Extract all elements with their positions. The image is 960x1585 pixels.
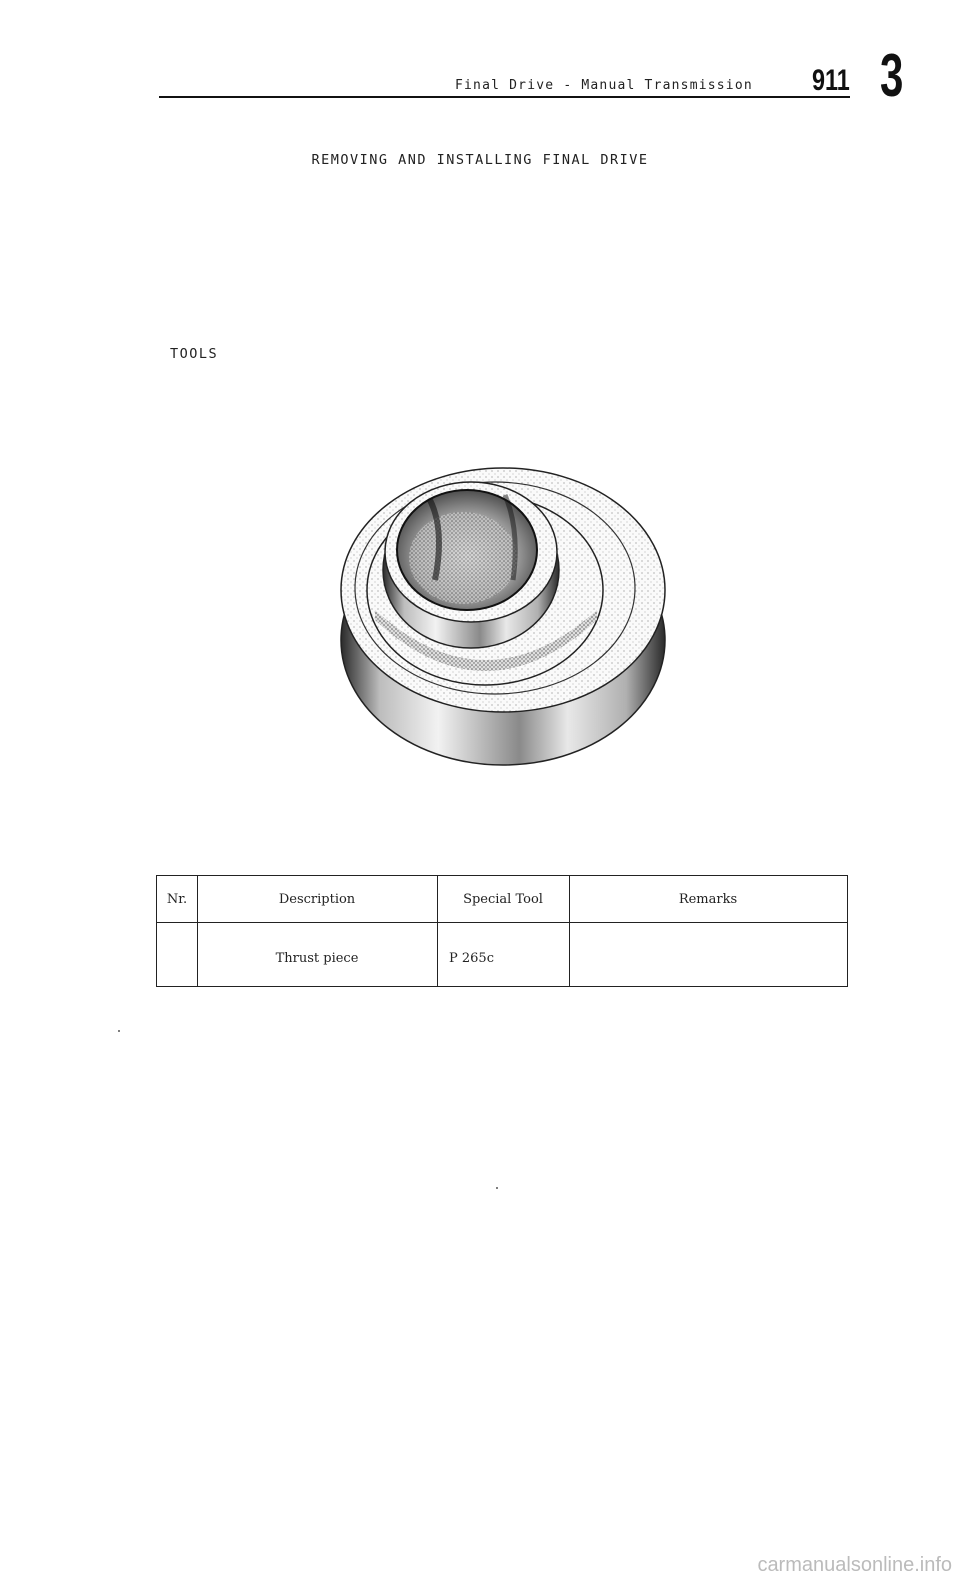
table-header-special-tool: Special Tool xyxy=(463,892,543,907)
scan-speck xyxy=(496,1187,498,1189)
running-title: Final Drive - Manual Transmission xyxy=(455,78,753,93)
watermark: carmanualsonline.info xyxy=(757,1554,952,1576)
table-header-nr: Nr. xyxy=(166,892,188,907)
model-number: 911 xyxy=(812,64,850,97)
tools-heading: TOOLS xyxy=(170,346,219,362)
table-header-divider xyxy=(157,922,847,923)
table-header-remarks: Remarks xyxy=(678,892,738,907)
thrust-piece-tool-illustration xyxy=(335,440,680,770)
scan-speck xyxy=(118,1030,120,1032)
tools-table xyxy=(156,875,848,987)
header-rule xyxy=(159,96,850,98)
table-cell-special-tool: P 265c xyxy=(449,951,494,966)
table-header-description: Description xyxy=(278,892,356,907)
table-cell-description: Thrust piece xyxy=(275,951,359,966)
section-number: 3 xyxy=(880,42,904,109)
page-title: REMOVING AND INSTALLING FINAL DRIVE xyxy=(311,152,649,168)
